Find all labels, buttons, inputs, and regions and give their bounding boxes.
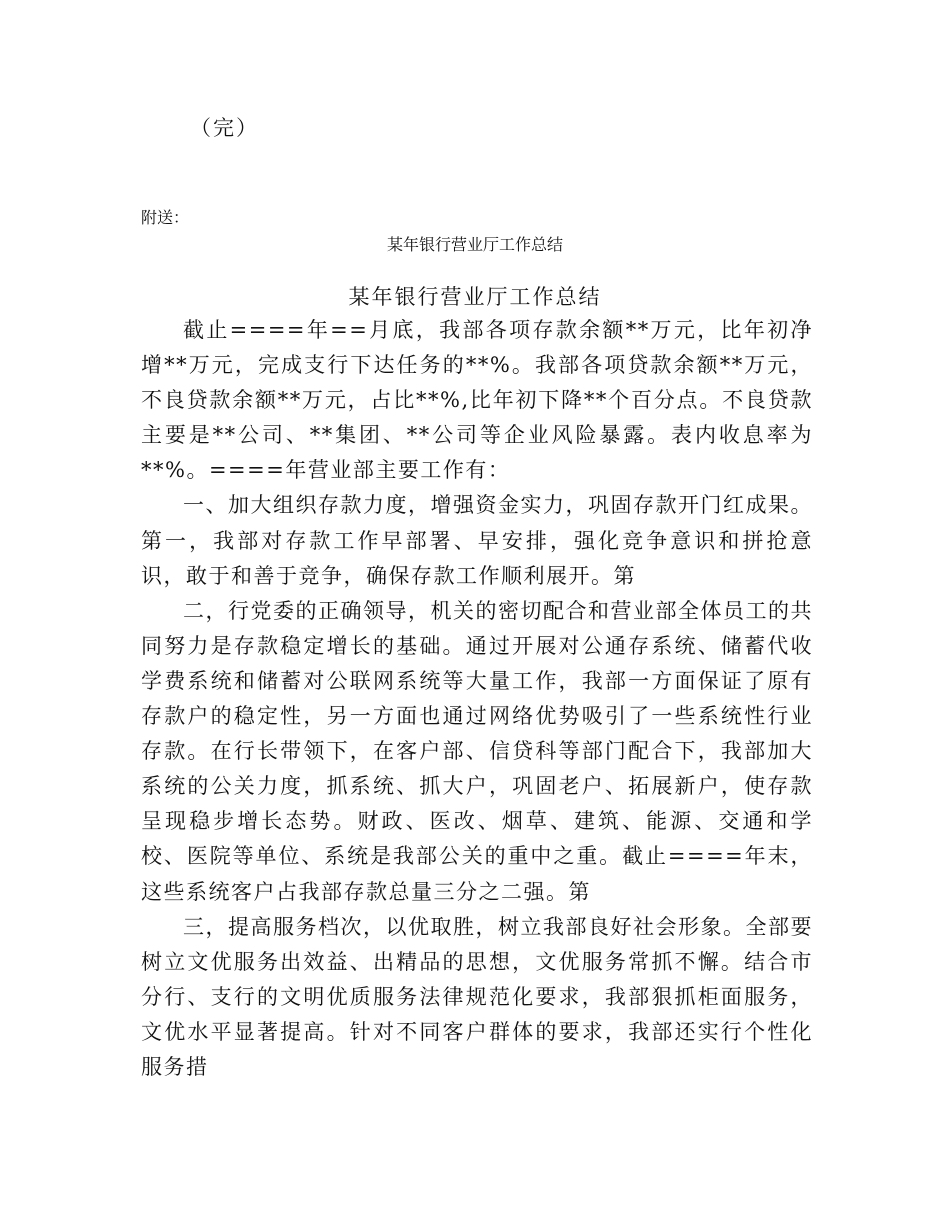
attachment-label: 附送： bbox=[141, 208, 190, 227]
paragraph-service: 三，提高服务档次，以优取胜，树立我部良好社会形象。全部要树立文优服务出效益、出精品的思想，文优服务常抓不懈。结合市分行、支行的文明优质服务法律规范化要求，我部狠抓柜面服务，文优水平显著提高。针对不同客户群体的要求，我部还实行个性化服务措 bbox=[141, 914, 813, 1079]
attachment-title: 某年银行营业厅工作总结 bbox=[386, 235, 563, 254]
paragraph-deposits: 一、加大组织存款力度，增强资金实力，巩固存款开门红成果。第一，我部对存款工作早部署、早安排，强化竞争意识和拼抢意识，敢于和善于竞争，确保存款工作顺利展开。第 bbox=[141, 493, 813, 588]
document-title: 某年银行营业厅工作总结 bbox=[348, 285, 602, 309]
document-body bbox=[141, 313, 813, 1085]
paragraph-summary: 截止====年==月底，我部各项存款余额**万元，比年初净增**万元，完成支行下达任务的**%。我部各项贷款余额**万元，不良贷款余额**万元，占比**%,比年初下降**个百分点。不良贷款主要是**公司、**集团、**公司等企业风险暴露。表内收息率为**%。====年营业部主要工作有： bbox=[141, 318, 813, 483]
paragraph-leadership: 二，行党委的正确领导，机关的密切配合和营业部全体员工的共同努力是存款稳定增长的基础。通过开展对公通存系统、储蓄代收学费系统和储蓄对公联网系统等大量工作，我部一方面保证了原有存款户的稳定性，另一方面也通过网络优势吸引了一些系统性行业存款。在行长带领下，在客户部、信贷科等部门配合下，我部加大系统的公关力度，抓系统、抓大户，巩固老户、拓展新户，使存款呈现稳步增长态势。财政、医改、烟草、建筑、能源、交通和学校、医院等单位、系统是我部公关的重中之重。截止====年末，这些系统客户占我部存款总量三分之二强。第 bbox=[141, 598, 813, 904]
end-mark: （完） bbox=[190, 116, 259, 140]
